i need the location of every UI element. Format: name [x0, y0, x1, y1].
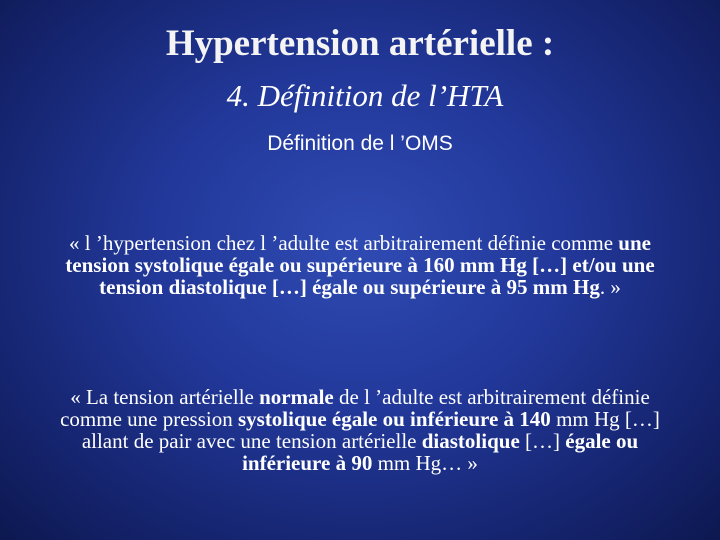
- bold-text-segment: égale ou inférieure à 90: [242, 429, 639, 475]
- text-segment: . »: [599, 275, 621, 299]
- text-segment: mm Hg […] allant de pair avec une tension artérielle: [81, 407, 660, 453]
- slide-subtitle: 4. Définition de l’HTA: [226, 78, 504, 113]
- text-segment: « La tension artérielle: [70, 385, 260, 409]
- who-definition-quote: [40, 232, 680, 298]
- text-segment: mm Hg… »: [372, 451, 478, 475]
- slide-title: Hypertension artérielle :: [165, 23, 555, 64]
- text-segment: […]: [519, 429, 566, 453]
- bold-text-segment: normale: [259, 385, 334, 409]
- bold-text-segment: une tension systolique égale ou supérieure à 160 mm Hg […] et/ou une tension diastolique […] égale ou supérieure à 95 mm Hg: [65, 231, 655, 299]
- bold-text-segment: diastolique: [421, 429, 520, 453]
- text-segment: « l ’hypertension chez l ’adulte est arbitrairement définie comme: [69, 231, 619, 255]
- bold-text-segment: systolique égale ou inférieure à 140: [237, 407, 551, 431]
- section-heading: Définition de l ’OMS: [267, 132, 453, 155]
- normal-pressure-quote: [40, 386, 680, 474]
- text-segment: de l ’adulte est arbitrairement définie comme une pression: [60, 385, 650, 431]
